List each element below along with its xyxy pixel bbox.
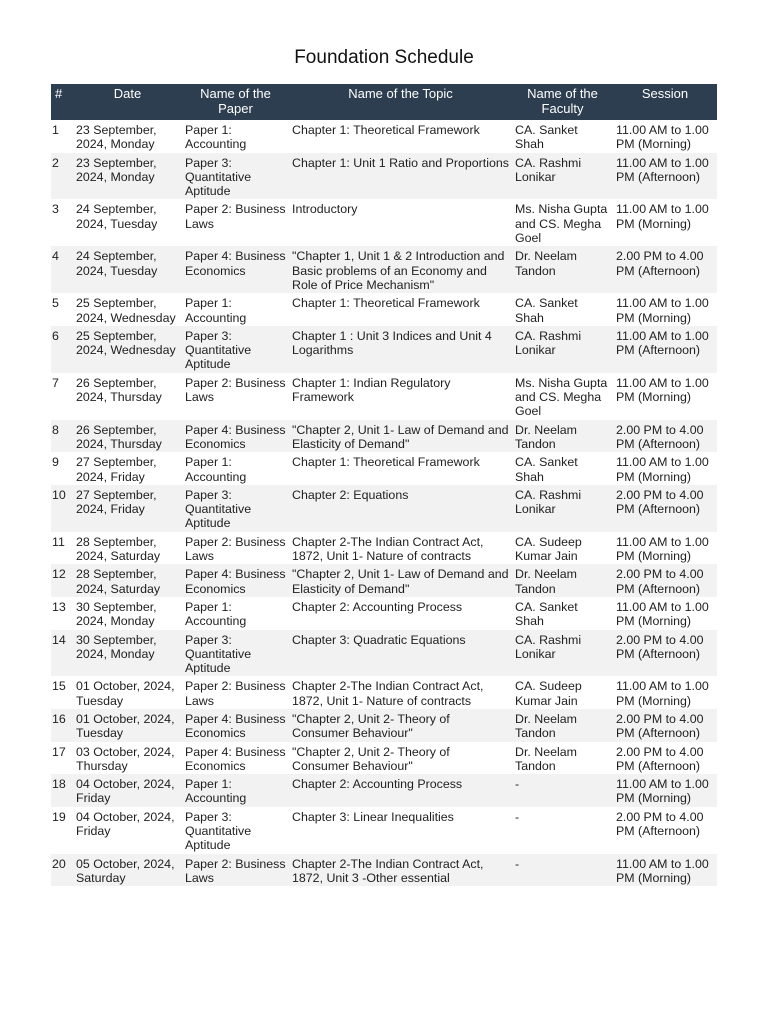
cell-session: 11.00 AM to 1.00 PM (Morning) bbox=[616, 534, 709, 564]
cell-faculty: CA. Rashmi Lonikar bbox=[512, 485, 613, 532]
cell-session: 11.00 AM to 1.00 PM (Morning) bbox=[616, 455, 709, 484]
cell-topic: Chapter 1: Theoretical Framework bbox=[292, 296, 480, 311]
cell-session: 2.00 PM to 4.00 PM (Afternoon) bbox=[613, 485, 717, 532]
table-row bbox=[51, 676, 717, 709]
cell-paper: Paper 4: Business Economics bbox=[182, 246, 289, 293]
cell-faculty: CA. Sanket Shah bbox=[515, 455, 578, 484]
table-header bbox=[51, 84, 717, 120]
cell-date: 23 September, 2024, Monday bbox=[73, 153, 182, 200]
column-header-number: # bbox=[51, 84, 73, 120]
cell-date: 24 September, 2024, Tuesday bbox=[76, 202, 158, 231]
cell-topic: Chapter 2-The Indian Contract Act, 1872, Unit 1- Nature of contracts bbox=[292, 534, 484, 564]
table-row bbox=[51, 199, 717, 246]
table-row bbox=[51, 452, 717, 485]
column-header-session: Session bbox=[613, 84, 717, 120]
cell-session: 2.00 PM to 4.00 PM (Afternoon) bbox=[616, 744, 704, 773]
cell-date: 01 October, 2024, Tuesday bbox=[76, 679, 175, 708]
cell-paper: Paper 3: Quantitative Aptitude bbox=[182, 485, 289, 532]
cell-faculty: - bbox=[512, 854, 613, 887]
cell-faculty: CA. Sanket Shah bbox=[515, 296, 578, 325]
table-row bbox=[51, 709, 717, 742]
cell-faculty: - bbox=[515, 809, 520, 824]
cell-date: 04 October, 2024, Friday bbox=[73, 774, 182, 807]
cell-number: 18 bbox=[51, 774, 73, 807]
cell-topic: "Chapter 1, Unit 1 & 2 Introduction and Basic problems of an Economy and Role of Price Mechanism" bbox=[289, 246, 512, 293]
table-row bbox=[51, 742, 717, 775]
table-row bbox=[51, 246, 717, 293]
table-row bbox=[51, 854, 717, 887]
cell-paper: Paper 2: Business Laws bbox=[182, 854, 289, 887]
cell-session: 11.00 AM to 1.00 PM (Morning) bbox=[616, 375, 709, 405]
cell-number: 3 bbox=[52, 202, 59, 217]
cell-date: 05 October, 2024, Saturday bbox=[73, 854, 182, 887]
cell-session: 11.00 AM to 1.00 PM (Morning) bbox=[613, 774, 717, 807]
cell-paper: Paper 2: Business Laws bbox=[185, 534, 286, 564]
cell-date: 30 September, 2024, Monday bbox=[73, 630, 182, 677]
column-header-topic: Name of the Topic bbox=[289, 84, 512, 120]
cell-paper: Paper 4: Business Economics bbox=[182, 709, 289, 742]
cell-session: 11.00 AM to 1.00 PM (Morning) bbox=[616, 599, 709, 629]
cell-number: 9 bbox=[52, 455, 59, 470]
cell-faculty: Dr. Neelam Tandon bbox=[512, 420, 613, 453]
cell-date: 03 October, 2024, Thursday bbox=[76, 744, 175, 773]
table-row bbox=[51, 120, 717, 153]
cell-session: 2.00 PM to 4.00 PM (Afternoon) bbox=[616, 809, 704, 839]
table-row bbox=[51, 373, 717, 420]
table-row bbox=[51, 807, 717, 854]
cell-number: 7 bbox=[52, 375, 59, 390]
header-row bbox=[51, 84, 717, 120]
table-row bbox=[51, 153, 717, 200]
cell-number: 13 bbox=[52, 599, 66, 614]
table-row bbox=[51, 532, 717, 565]
cell-session: 11.00 AM to 1.00 PM (Morning) bbox=[616, 679, 709, 708]
cell-date: 23 September, 2024, Monday bbox=[76, 123, 157, 152]
cell-topic: "Chapter 2, Unit 2- Theory of Consumer Behaviour" bbox=[289, 709, 512, 742]
cell-date: 27 September, 2024, Friday bbox=[76, 455, 157, 484]
cell-number: 4 bbox=[51, 246, 73, 293]
cell-faculty: CA. Rashmi Lonikar bbox=[512, 630, 613, 677]
column-header-faculty: Name of the Faculty bbox=[512, 84, 613, 120]
table-row bbox=[51, 293, 717, 326]
column-header-date: Date bbox=[73, 84, 182, 120]
cell-number: 8 bbox=[51, 420, 73, 453]
table-row bbox=[51, 326, 717, 373]
cell-number: 10 bbox=[51, 485, 73, 532]
cell-faculty: Ms. Nisha Gupta and CS. Megha Goel bbox=[515, 375, 608, 419]
cell-session: 11.00 AM to 1.00 PM (Morning) bbox=[616, 123, 709, 152]
cell-paper: Paper 2: Business Laws bbox=[185, 375, 286, 405]
cell-session: 11.00 AM to 1.00 PM (Afternoon) bbox=[613, 153, 717, 200]
cell-number: 15 bbox=[52, 679, 66, 694]
cell-topic: "Chapter 2, Unit 2- Theory of Consumer Behaviour" bbox=[292, 744, 450, 773]
cell-number: 19 bbox=[52, 809, 66, 824]
cell-topic: Chapter 1: Unit 1 Ratio and Proportions bbox=[289, 153, 512, 200]
cell-session: 11.00 AM to 1.00 PM (Morning) bbox=[613, 854, 717, 887]
table-row bbox=[51, 485, 717, 532]
cell-session: 2.00 PM to 4.00 PM (Afternoon) bbox=[613, 420, 717, 453]
cell-faculty: CA. Rashmi Lonikar bbox=[512, 326, 613, 373]
cell-number: 16 bbox=[51, 709, 73, 742]
cell-number: 2 bbox=[51, 153, 73, 200]
cell-topic: Chapter 1: Indian Regulatory Framework bbox=[292, 375, 451, 405]
cell-number: 1 bbox=[52, 123, 59, 137]
cell-faculty: Dr. Neelam Tandon bbox=[512, 709, 613, 742]
page-title: Foundation Schedule bbox=[294, 47, 474, 68]
cell-number: 20 bbox=[51, 854, 73, 887]
cell-topic: Chapter 3: Quadratic Equations bbox=[289, 630, 512, 677]
cell-date: 25 September, 2024, Wednesday bbox=[73, 326, 182, 373]
cell-paper: Paper 3: Quantitative Aptitude bbox=[182, 153, 289, 200]
cell-paper: Paper 4: Business Economics bbox=[182, 564, 289, 597]
column-header-paper: Name of the Paper bbox=[182, 84, 289, 120]
cell-number: 17 bbox=[52, 744, 66, 759]
cell-number: 11 bbox=[52, 534, 65, 549]
cell-faculty: Dr. Neelam Tandon bbox=[512, 246, 613, 293]
cell-date: 26 September, 2024, Thursday bbox=[76, 375, 162, 405]
cell-topic: Chapter 1: Theoretical Framework bbox=[292, 123, 480, 137]
cell-date: 26 September, 2024, Thursday bbox=[73, 420, 182, 453]
cell-topic: "Chapter 2, Unit 1- Law of Demand and Elasticity of Demand" bbox=[289, 420, 512, 453]
cell-session: 2.00 PM to 4.00 PM (Afternoon) bbox=[613, 564, 717, 597]
cell-topic: Chapter 2-The Indian Contract Act, 1872, Unit 1- Nature of contracts bbox=[292, 679, 484, 708]
cell-session: 11.00 AM to 1.00 PM (Morning) bbox=[616, 202, 709, 231]
cell-date: 25 September, 2024, Wednesday bbox=[76, 296, 176, 325]
cell-number: 5 bbox=[52, 296, 59, 311]
cell-date: 01 October, 2024, Tuesday bbox=[73, 709, 182, 742]
cell-faculty: Dr. Neelam Tandon bbox=[515, 744, 577, 773]
table-row bbox=[51, 774, 717, 807]
cell-session: 2.00 PM to 4.00 PM (Afternoon) bbox=[613, 246, 717, 293]
cell-topic: Chapter 2: Equations bbox=[289, 485, 512, 532]
cell-faculty: - bbox=[512, 774, 613, 807]
cell-paper: Paper 1: Accounting bbox=[185, 123, 247, 152]
table-row bbox=[51, 630, 717, 677]
cell-session: 11.00 AM to 1.00 PM (Afternoon) bbox=[613, 326, 717, 373]
cell-topic: "Chapter 2, Unit 1- Law of Demand and Elasticity of Demand" bbox=[289, 564, 512, 597]
table-row bbox=[51, 420, 717, 453]
cell-faculty: CA. Rashmi Lonikar bbox=[512, 153, 613, 200]
table-body bbox=[51, 120, 717, 886]
cell-paper: Paper 1: Accounting bbox=[182, 774, 289, 807]
cell-session: 2.00 PM to 4.00 PM (Afternoon) bbox=[613, 709, 717, 742]
table-row bbox=[51, 597, 717, 630]
cell-topic: Chapter 2: Accounting Process bbox=[289, 774, 512, 807]
cell-date: 27 September, 2024, Friday bbox=[73, 485, 182, 532]
cell-paper: Paper 1: Accounting bbox=[185, 599, 247, 629]
cell-topic: Chapter 1: Theoretical Framework bbox=[292, 455, 480, 470]
cell-date: 28 September, 2024, Saturday bbox=[76, 534, 161, 564]
cell-paper: Paper 3: Quantitative Aptitude bbox=[185, 809, 252, 853]
cell-paper: Paper 2: Business Laws bbox=[185, 202, 286, 231]
cell-faculty: CA. Sanket Shah bbox=[515, 123, 578, 152]
cell-number: 12 bbox=[51, 564, 73, 597]
cell-session: 2.00 PM to 4.00 PM (Afternoon) bbox=[613, 630, 717, 677]
cell-paper: Paper 1: Accounting bbox=[185, 296, 247, 325]
cell-topic: Introductory bbox=[292, 202, 358, 217]
cell-topic: Chapter 3: Linear Inequalities bbox=[292, 809, 454, 824]
cell-paper: Paper 2: Business Laws bbox=[185, 679, 286, 708]
table-row bbox=[51, 564, 717, 597]
cell-date: 30 September, 2024, Monday bbox=[76, 599, 157, 629]
cell-session: 11.00 AM to 1.00 PM (Morning) bbox=[616, 296, 709, 325]
cell-faculty: Ms. Nisha Gupta and CS. Megha Goel bbox=[515, 202, 608, 246]
cell-topic: Chapter 2: Accounting Process bbox=[292, 599, 463, 614]
cell-date: 28 September, 2024, Saturday bbox=[73, 564, 182, 597]
schedule-table bbox=[51, 84, 717, 886]
cell-date: 24 September, 2024, Tuesday bbox=[73, 246, 182, 293]
cell-faculty: CA. Sudeep Kumar Jain bbox=[515, 679, 582, 708]
cell-paper: Paper 4: Business Economics bbox=[182, 420, 289, 453]
cell-faculty: CA. Sanket Shah bbox=[515, 599, 578, 629]
cell-faculty: Dr. Neelam Tandon bbox=[512, 564, 613, 597]
cell-number: 14 bbox=[51, 630, 73, 677]
cell-paper: Paper 1: Accounting bbox=[185, 455, 247, 484]
cell-paper: Paper 4: Business Economics bbox=[185, 744, 286, 773]
cell-topic: Chapter 1 : Unit 3 Indices and Unit 4 Logarithms bbox=[289, 326, 512, 373]
cell-paper: Paper 3: Quantitative Aptitude bbox=[182, 630, 289, 677]
cell-number: 6 bbox=[51, 326, 73, 373]
cell-paper: Paper 3: Quantitative Aptitude bbox=[182, 326, 289, 373]
cell-faculty: CA. Sudeep Kumar Jain bbox=[515, 534, 582, 564]
cell-date: 04 October, 2024, Friday bbox=[76, 809, 175, 839]
cell-topic: Chapter 2-The Indian Contract Act, 1872, Unit 3 -Other essential bbox=[289, 854, 512, 887]
